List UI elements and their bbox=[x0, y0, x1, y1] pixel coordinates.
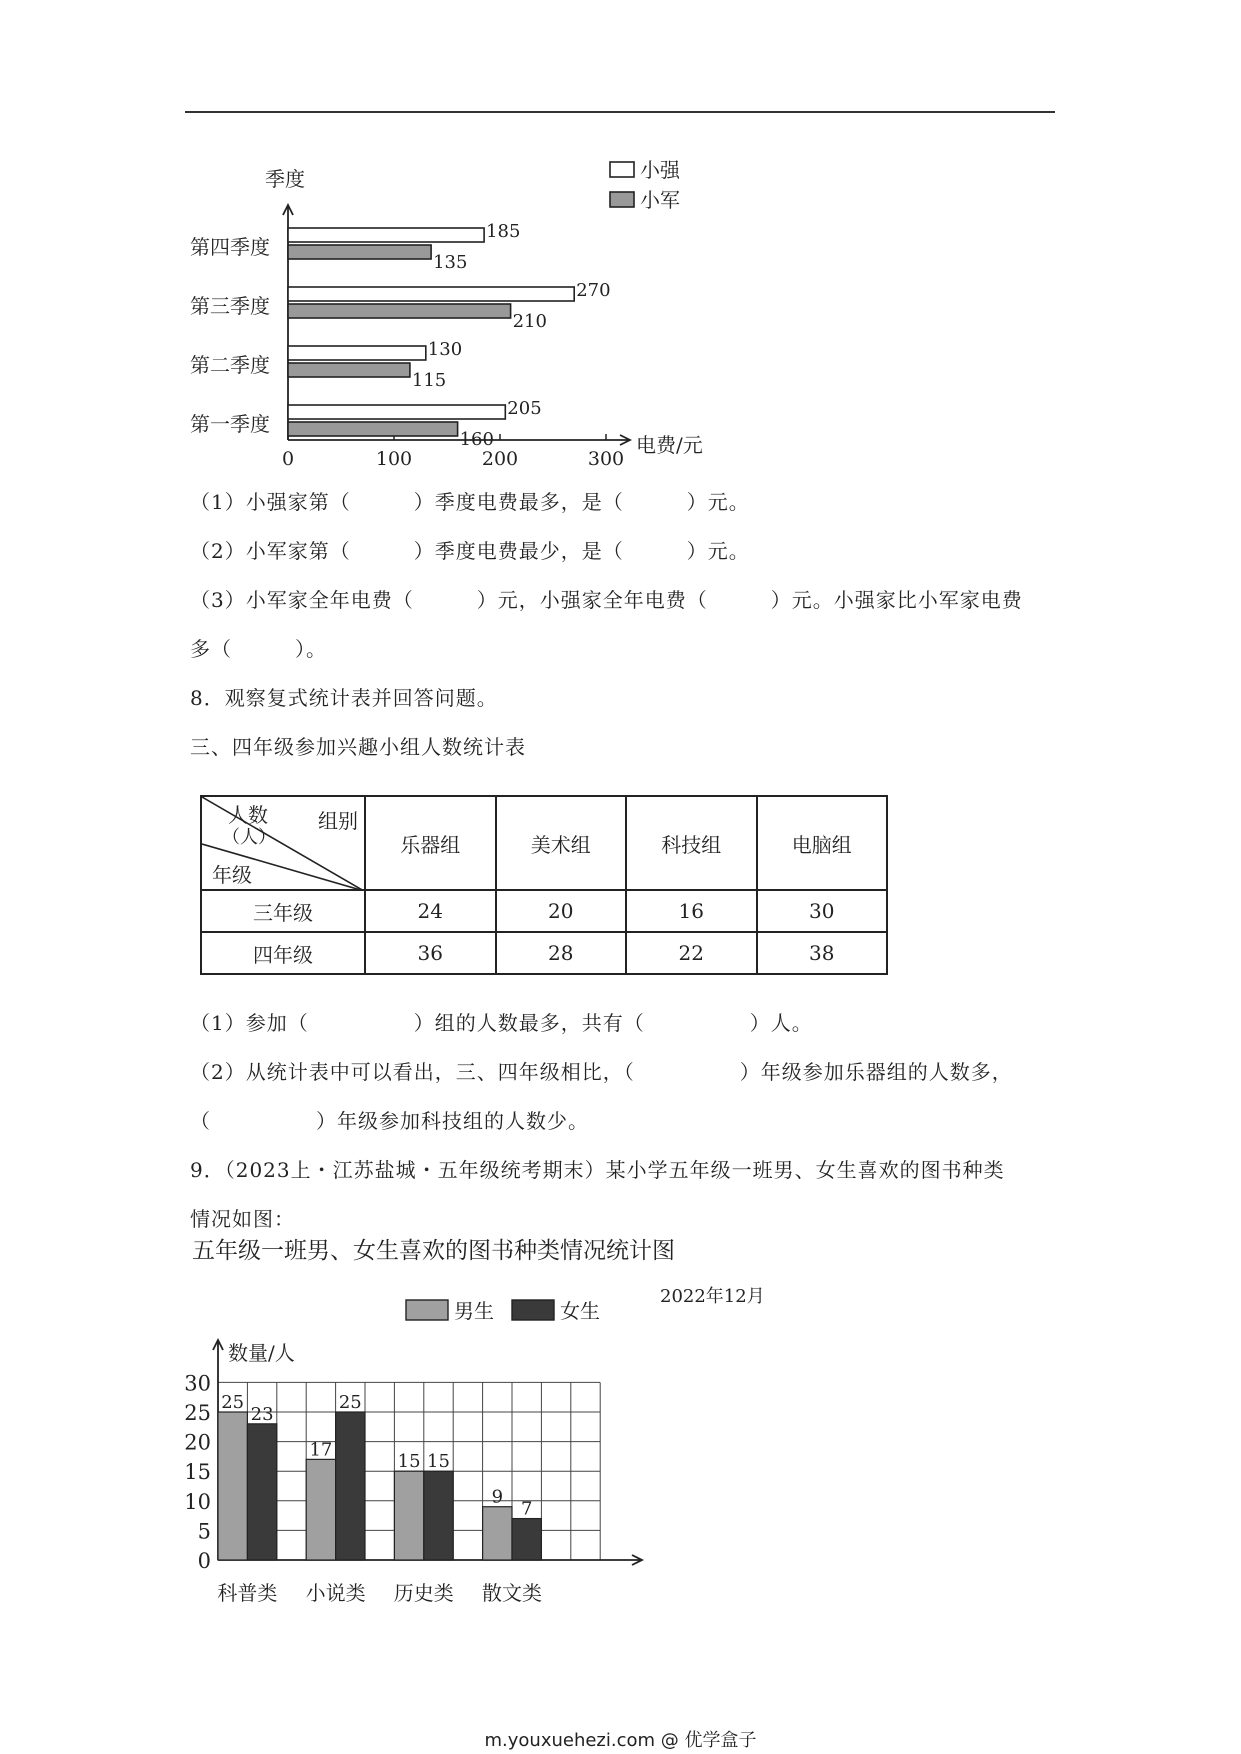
header-cell: 科技组 bbox=[626, 796, 757, 890]
y-axis-label: 季度 bbox=[265, 167, 305, 191]
table-corner-cell bbox=[201, 796, 365, 890]
cell-value: 20 bbox=[496, 890, 627, 932]
y-tick-label: 10 bbox=[184, 1489, 211, 1514]
cell-value: 16 bbox=[626, 890, 757, 932]
bar bbox=[424, 1471, 453, 1560]
q8-line-1: （1）参加（ ）组的人数最多，共有（ ）人。 bbox=[190, 1011, 813, 1035]
bar bbox=[247, 1424, 276, 1560]
y-tick-label: 20 bbox=[184, 1430, 211, 1455]
q7-line-3: （3）小军家全年电费（ ）元，小强家全年电费（ ）元。小强家比小军家电费 bbox=[190, 588, 1023, 612]
data-label: 130 bbox=[427, 339, 463, 360]
data-label: 15 bbox=[397, 1451, 421, 1473]
data-label: 17 bbox=[309, 1439, 333, 1461]
q8-line-2: （2）从统计表中可以看出，三、四年级相比，（ ）年级参加乐器组的人数多， bbox=[190, 1060, 1013, 1084]
bar bbox=[288, 405, 505, 419]
y-tick-label: 25 bbox=[184, 1401, 211, 1425]
q7-line-1: （1）小强家第（ ）季度电费最多，是（ ）元。 bbox=[190, 490, 750, 514]
q8-line-3: （ ）年级参加科技组的人数少。 bbox=[190, 1109, 589, 1133]
corner-label-unit: （人） bbox=[222, 827, 276, 848]
corner-label-top: 人数 bbox=[228, 803, 268, 827]
data-label: 185 bbox=[486, 221, 521, 242]
y-axis-label: 数量/人 bbox=[228, 1341, 295, 1365]
y-tick-label: 0 bbox=[197, 1549, 211, 1573]
data-label: 115 bbox=[411, 370, 447, 391]
y-tick-label: 5 bbox=[197, 1519, 211, 1544]
legend-swatch bbox=[406, 1300, 448, 1320]
category-label: 第二季度 bbox=[190, 353, 270, 377]
bar bbox=[288, 228, 484, 242]
cell-value: 22 bbox=[626, 932, 757, 974]
table-row bbox=[201, 890, 887, 932]
legend-swatch bbox=[512, 1300, 554, 1320]
x-tick-label: 300 bbox=[587, 448, 625, 470]
y-tick-label: 15 bbox=[184, 1460, 211, 1485]
header-cell: 美术组 bbox=[496, 796, 627, 890]
q7-line-4: 多（ ）。 bbox=[190, 637, 327, 661]
footer-text: m.youxuehezi.com @ 优学盒子 bbox=[484, 1730, 757, 1751]
cell-value: 30 bbox=[757, 890, 888, 932]
table-title: 三、四年级参加兴趣小组人数统计表 bbox=[190, 735, 526, 759]
bar bbox=[288, 245, 431, 259]
data-label: 135 bbox=[433, 252, 468, 273]
data-label: 210 bbox=[512, 311, 547, 332]
x-tick-label: 0 bbox=[281, 448, 295, 470]
category-label: 历史类 bbox=[393, 1581, 454, 1605]
data-label: 23 bbox=[250, 1403, 274, 1425]
bar bbox=[483, 1507, 512, 1560]
bar bbox=[288, 422, 458, 436]
q7-line-2: （2）小军家第（ ）季度电费最少，是（ ）元。 bbox=[190, 539, 750, 563]
row-label: 四年级 bbox=[201, 932, 365, 974]
books-bar-chart bbox=[0, 1230, 1241, 1610]
data-label: 25 bbox=[338, 1392, 362, 1413]
bar bbox=[288, 287, 574, 301]
cell-value: 28 bbox=[496, 932, 627, 974]
corner-label-bottom: 年级 bbox=[212, 863, 252, 887]
q8-intro: 8．观察复式统计表并回答问题。 bbox=[190, 686, 498, 710]
header-cell: 电脑组 bbox=[757, 796, 888, 890]
category-label: 第三季度 bbox=[190, 294, 270, 318]
header-cell: 乐器组 bbox=[365, 796, 496, 890]
electricity-bar-chart bbox=[0, 0, 1241, 470]
cell-value: 24 bbox=[365, 890, 496, 932]
legend-label: 小强 bbox=[640, 158, 680, 182]
data-label: 15 bbox=[427, 1451, 450, 1473]
x-tick-label: 200 bbox=[481, 448, 519, 470]
x-axis-label: 电费/元 bbox=[636, 433, 703, 457]
chart-title: 五年级一班男、女生喜欢的图书种类情况统计图 bbox=[192, 1238, 675, 1264]
bar bbox=[288, 363, 410, 377]
bar bbox=[512, 1519, 541, 1560]
data-label: 7 bbox=[520, 1498, 533, 1520]
y-tick-label: 30 bbox=[184, 1371, 211, 1396]
table-row bbox=[201, 932, 887, 974]
category-label: 第四季度 bbox=[190, 235, 270, 259]
x-tick-label: 100 bbox=[375, 448, 413, 470]
bar bbox=[306, 1459, 335, 1560]
cell-value: 36 bbox=[365, 932, 496, 974]
legend-swatch bbox=[610, 192, 634, 207]
bar bbox=[288, 346, 426, 360]
row-label: 三年级 bbox=[201, 890, 365, 932]
category-label: 小说类 bbox=[305, 1581, 366, 1605]
corner-label-right: 组别 bbox=[318, 809, 358, 833]
legend-label: 女生 bbox=[560, 1299, 600, 1323]
q9-line-1: 9．（2023上・江苏盐城・五年级统考期末）某小学五年级一班男、女生喜欢的图书种类 bbox=[190, 1158, 1005, 1182]
bar bbox=[218, 1412, 247, 1560]
category-label: 散文类 bbox=[482, 1581, 542, 1605]
legend-swatch bbox=[610, 162, 634, 177]
cell-value: 38 bbox=[757, 932, 888, 974]
data-label: 25 bbox=[221, 1392, 245, 1413]
data-label: 160 bbox=[459, 429, 494, 450]
category-label: 第一季度 bbox=[190, 412, 270, 436]
category-label: 科普类 bbox=[217, 1581, 278, 1605]
data-label: 9 bbox=[491, 1486, 504, 1508]
bar bbox=[288, 304, 511, 318]
chart-date: 2022年12月 bbox=[660, 1286, 765, 1307]
bar bbox=[336, 1412, 365, 1560]
interest-group-table bbox=[200, 795, 888, 975]
legend-label: 小军 bbox=[640, 188, 680, 212]
data-label: 270 bbox=[576, 280, 611, 301]
q9-line-2: 情况如图： bbox=[190, 1207, 295, 1231]
legend-label: 男生 bbox=[454, 1299, 494, 1323]
bar bbox=[394, 1471, 423, 1560]
data-label: 205 bbox=[507, 398, 542, 419]
